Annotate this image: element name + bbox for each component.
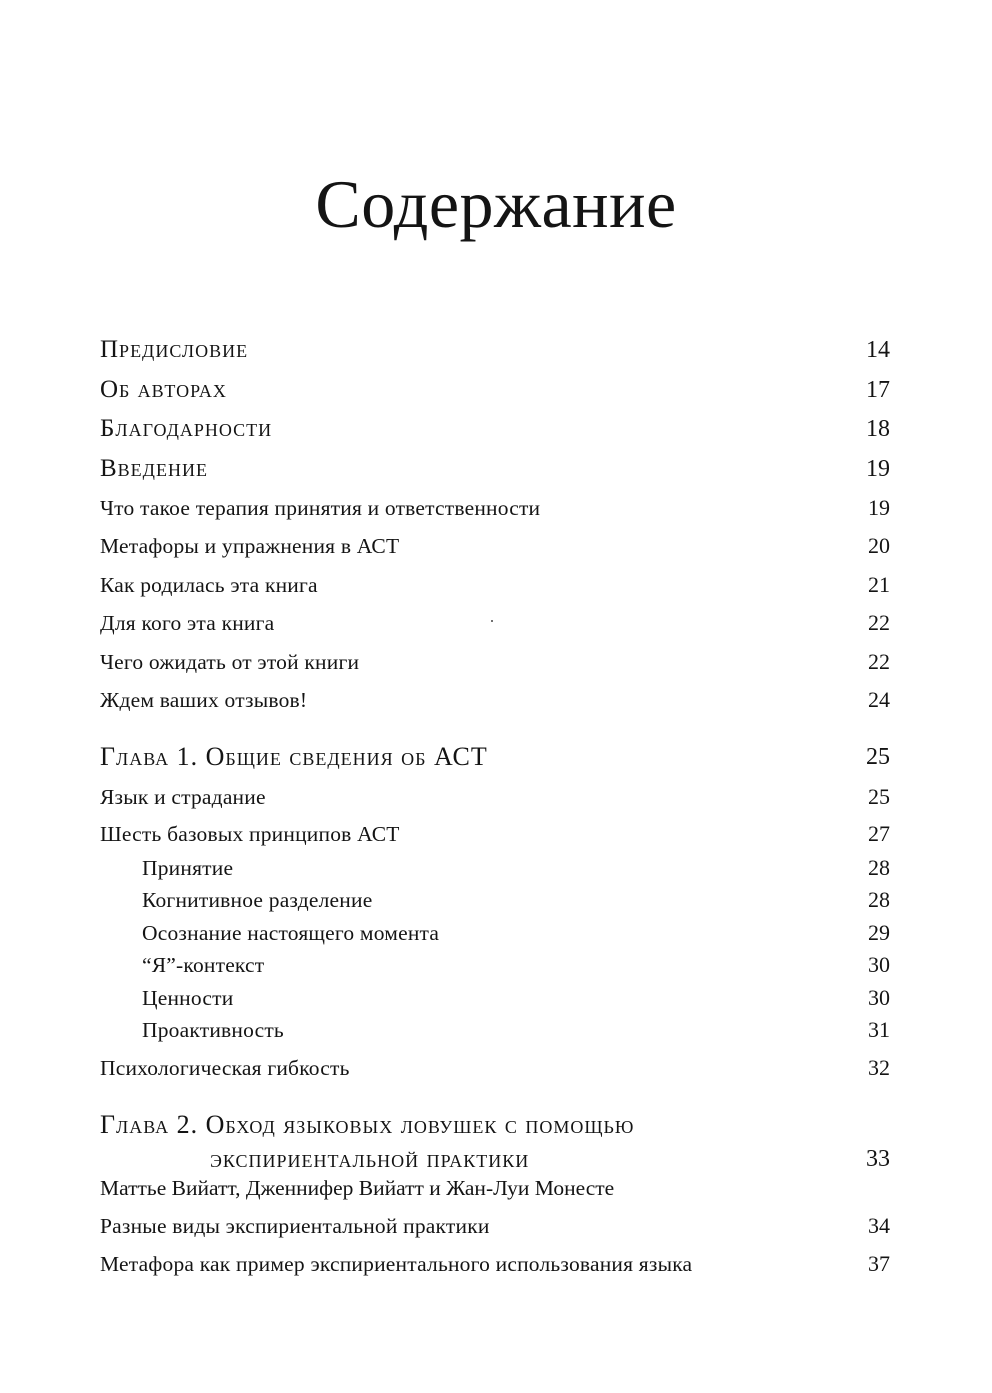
toc-entry-acknowledgements[interactable]: [100, 412, 890, 446]
toc-entry-title: Метафора как пример экспириентального использования языка: [100, 1252, 693, 1276]
toc-entry-title: Благодарности: [100, 415, 273, 442]
toc-entry-section[interactable]: [100, 1209, 890, 1243]
toc-entry-about-authors[interactable]: [100, 373, 890, 407]
scan-speck: [491, 620, 493, 622]
toc-entry-title: Принятие: [142, 856, 234, 880]
toc-entry-page: 30: [868, 952, 890, 977]
toc-entry-page: 19: [866, 456, 890, 482]
toc-entry-title: Как родилась эта книга: [100, 573, 318, 597]
toc-entry-page: 17: [866, 377, 890, 403]
toc-entry-page: 21: [868, 572, 890, 597]
toc-entry-page: 32: [868, 1055, 890, 1080]
toc-entry-page: 14: [866, 337, 890, 363]
toc-entry-title: Проактивность: [142, 1018, 284, 1042]
toc-entry-title: Введение: [100, 455, 208, 482]
toc-entry-page: 37: [868, 1251, 890, 1276]
toc-entry-title: Разные виды экспириентальной практики: [100, 1214, 490, 1238]
toc-entry-page: 31: [868, 1017, 890, 1042]
toc-entry-title: Когнитивное разделение: [142, 888, 373, 912]
toc-entry-page: 34: [868, 1213, 890, 1238]
toc-entry-preface[interactable]: [100, 333, 890, 367]
toc-entry-page: 18: [866, 416, 890, 442]
toc-entry-section[interactable]: [100, 817, 890, 851]
toc-entry-section[interactable]: [100, 491, 890, 525]
toc-entry-chapter-2-cont[interactable]: [100, 1142, 890, 1176]
toc-entry-title: Глава 2. Обход языковых ловушек с помощью: [100, 1110, 635, 1139]
toc-entry-subsection[interactable]: [100, 916, 890, 950]
toc-entry-page: 27: [868, 821, 890, 846]
toc-entry-title: Метафоры и упражнения в АСТ: [100, 534, 400, 558]
toc-entry-subsection[interactable]: [100, 1013, 890, 1047]
toc-entry-title: Ждем ваших отзывов!: [100, 688, 308, 712]
toc-entry-section[interactable]: [100, 568, 890, 602]
toc-entry-page: 29: [868, 920, 890, 945]
toc-entry-title: “Я”-контекст: [142, 953, 265, 977]
toc-entry-title: Язык и страдание: [100, 785, 266, 809]
toc-entry-page: 33: [866, 1146, 890, 1172]
toc-entry-section[interactable]: [100, 780, 890, 814]
toc-entry-page: 25: [866, 744, 890, 770]
toc-entry-subsection[interactable]: [100, 948, 890, 982]
toc-entry-title: Ценности: [142, 986, 234, 1010]
toc-entry-title: Об авторах: [100, 376, 227, 403]
toc-entry-chapter-2[interactable]: [100, 1108, 890, 1142]
toc-entry-section[interactable]: [100, 606, 890, 640]
toc-entry-introduction[interactable]: [100, 452, 890, 486]
chapter-authors: Маттье Вийатт, Дженнифер Вийатт и Жан-Луи Монесте: [100, 1176, 615, 1200]
toc-entry-chapter-1[interactable]: [100, 740, 890, 774]
toc-entry-title: Что такое терапия принятия и ответственности: [100, 496, 541, 520]
toc-entry-title: Предисловие: [100, 336, 249, 363]
toc-entry-page: 28: [868, 855, 890, 880]
toc-entry-title: Шесть базовых принципов АСТ: [100, 822, 400, 846]
toc-entry-title: Глава 1. Общие сведения об АСТ: [100, 742, 488, 771]
toc-entry-title: Осознание настоящего момента: [142, 921, 440, 945]
toc-entry-title-continued: экспириентальной практики: [210, 1144, 530, 1173]
toc-entry-page: 19: [868, 495, 890, 520]
toc-entry-subsection[interactable]: [100, 981, 890, 1015]
toc-entry-section[interactable]: [100, 1051, 890, 1085]
toc-entry-page: 30: [868, 985, 890, 1010]
toc-entry-subsection[interactable]: [100, 883, 890, 917]
toc-entry-title: Чего ожидать от этой книги: [100, 650, 360, 674]
toc-entry-section[interactable]: [100, 529, 890, 563]
toc-entry-page: 28: [868, 887, 890, 912]
toc-entry-section[interactable]: [100, 645, 890, 679]
toc-entry-title: Психологическая гибкость: [100, 1056, 350, 1080]
toc-entry-subsection[interactable]: [100, 851, 890, 885]
toc-entry-page: 24: [868, 687, 890, 712]
toc-entry-section[interactable]: [100, 683, 890, 717]
toc-entry-page: 22: [868, 649, 890, 674]
toc-entry-section[interactable]: [100, 1247, 890, 1281]
toc-entry-page: 22: [868, 610, 890, 635]
toc-entry-title: Для кого эта книга: [100, 611, 275, 635]
toc-entry-page: 25: [868, 784, 890, 809]
page-title: Содержание: [315, 165, 677, 242]
toc-entry-page: 20: [868, 533, 890, 558]
